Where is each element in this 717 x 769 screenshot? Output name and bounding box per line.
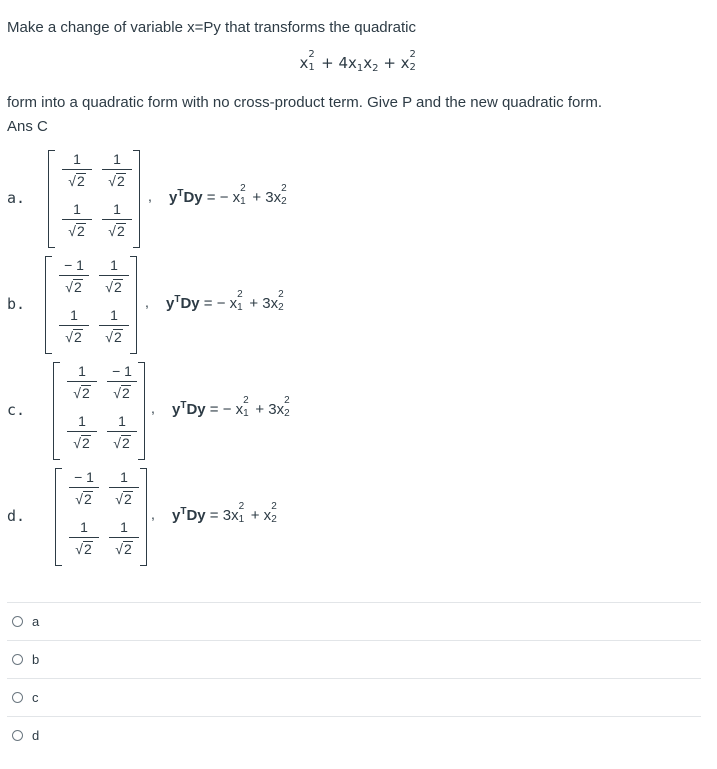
radicand: 2 — [81, 385, 90, 401]
sqrt-icon: √2 — [113, 435, 130, 451]
sqrt-icon: √2 — [115, 491, 132, 507]
q-y: y — [169, 189, 178, 206]
cell-denominator — [67, 539, 101, 559]
choice-label: a — [32, 613, 40, 629]
radio-button[interactable] — [12, 654, 23, 665]
cell-numerator: − 1 — [74, 469, 94, 485]
radicand: 2 — [83, 491, 92, 507]
sqrt-icon: √2 — [65, 279, 82, 295]
cell-numerator: 1 — [73, 201, 81, 217]
matrix-cell — [97, 256, 131, 297]
radicand: 2 — [123, 491, 132, 507]
q-transpose: T — [174, 294, 181, 305]
matrix-P — [53, 362, 145, 460]
radicand: 2 — [123, 541, 132, 557]
fraction-bar — [109, 537, 139, 538]
sqrt-icon: √2 — [105, 279, 122, 295]
q-term1-indices — [237, 289, 245, 314]
fraction-bar — [99, 325, 129, 326]
q-term1-indices — [240, 183, 248, 208]
cell-denominator — [60, 221, 94, 241]
option-letter: d. — [7, 507, 26, 525]
radicand: 2 — [121, 435, 130, 451]
cell-denominator — [67, 489, 101, 509]
q-y: y — [172, 401, 181, 418]
cell-numerator: 1 — [80, 519, 88, 535]
cell-denominator — [97, 327, 131, 347]
cell-numerator: 1 — [120, 519, 128, 535]
fraction-bar — [102, 169, 132, 170]
fraction-bar — [99, 275, 129, 276]
q-term2-indices — [278, 289, 286, 314]
matrix-cell — [97, 306, 131, 347]
sqrt-icon: √2 — [75, 491, 92, 507]
matrix-cell — [67, 518, 101, 559]
radio-button[interactable] — [12, 616, 23, 627]
q-rhs-term2: + 3x — [248, 189, 282, 206]
q-sub-1: 1 — [243, 408, 249, 419]
cell-denominator — [100, 171, 134, 191]
q-rhs-term2: + 3x — [245, 295, 279, 312]
sqrt-icon: √2 — [68, 223, 85, 239]
radicand: 2 — [76, 223, 85, 239]
eq-exp-2: 2 — [409, 49, 416, 60]
option-letter: b. — [7, 295, 26, 313]
cell-numerator: − 1 — [112, 363, 132, 379]
left-bracket — [45, 256, 52, 354]
q-sub-2: 2 — [281, 196, 287, 207]
q-sub-1: 1 — [237, 302, 243, 313]
fraction-bar — [59, 275, 89, 276]
q-sub-2: 2 — [271, 514, 277, 525]
option-letter: c. — [7, 401, 26, 419]
radicand: 2 — [116, 173, 125, 189]
q-transpose: T — [180, 400, 187, 411]
divider — [7, 602, 701, 603]
radicand: 2 — [116, 223, 125, 239]
choice-label: d — [32, 727, 40, 743]
new-quadratic-form — [172, 395, 292, 420]
separator-comma: , — [148, 188, 152, 204]
matrix-cell — [100, 150, 134, 191]
matrix-cell — [105, 412, 139, 453]
q-term1-indices — [238, 501, 247, 526]
divider — [7, 640, 701, 641]
q-transpose: T — [177, 188, 184, 199]
q-term2-indices — [271, 501, 279, 526]
q-rhs-term1: = − x — [202, 189, 241, 206]
q-sub-1: 1 — [238, 514, 245, 525]
right-bracket — [133, 150, 140, 248]
eq-sub-2: 2 — [409, 62, 416, 73]
cell-denominator — [57, 327, 91, 347]
radicand: 2 — [83, 541, 92, 557]
q-rhs-term2: + x — [246, 507, 272, 524]
q-sub-2: 2 — [284, 408, 290, 419]
new-quadratic-form — [172, 501, 279, 526]
divider — [7, 716, 701, 717]
fraction-bar — [107, 431, 137, 432]
question-line-1: Make a change of variable x=Py that transforms the quadratic — [7, 19, 416, 36]
fraction-bar — [59, 325, 89, 326]
fraction-bar — [67, 431, 97, 432]
cell-denominator — [105, 433, 139, 453]
eq-exp-1: 2 — [308, 49, 315, 60]
q-rhs-term2: + 3x — [251, 401, 285, 418]
choice-b[interactable] — [12, 649, 39, 669]
matrix-cell — [67, 468, 101, 509]
matrix-cell — [107, 468, 141, 509]
radicand: 2 — [113, 329, 122, 345]
fraction-bar — [109, 487, 139, 488]
matrix-P — [45, 256, 137, 354]
cell-numerator: 1 — [110, 307, 118, 323]
radicand: 2 — [73, 329, 82, 345]
radicand: 2 — [121, 385, 130, 401]
sqrt-icon: √2 — [108, 223, 125, 239]
cell-denominator — [65, 383, 99, 403]
sqrt-icon: √2 — [68, 173, 85, 189]
matrix-cell — [100, 200, 134, 241]
radicand: 2 — [113, 279, 122, 295]
q-term1-indices — [243, 395, 251, 420]
left-bracket — [53, 362, 60, 460]
separator-comma: , — [151, 506, 155, 522]
choice-label: c — [32, 689, 39, 705]
matrix-cell — [65, 412, 99, 453]
cell-numerator: 1 — [113, 151, 121, 167]
q-sub-1: 1 — [240, 196, 246, 207]
q-exp-2: 2 — [271, 501, 277, 512]
right-bracket — [140, 468, 147, 566]
cell-denominator — [107, 539, 141, 559]
option-letter: a. — [7, 189, 26, 207]
sqrt-icon: √2 — [65, 329, 82, 345]
new-quadratic-form — [169, 183, 289, 208]
cell-denominator — [105, 383, 139, 403]
cell-denominator — [97, 277, 131, 297]
question-line-2: form into a quadratic form with no cross-product term. Give P and the new quadratic form. — [7, 94, 602, 111]
cell-numerator: 1 — [118, 413, 126, 429]
radicand: 2 — [81, 435, 90, 451]
matrix-cell — [65, 362, 99, 403]
cell-denominator — [60, 171, 94, 191]
q-Dy: Dy — [183, 189, 203, 206]
matrix-cell — [60, 150, 94, 191]
eq-x2-indices — [409, 49, 418, 74]
q-rhs-term1: = 3x — [205, 507, 239, 524]
eq-x2: + x — [383, 54, 410, 72]
matrix-cell — [57, 306, 91, 347]
choice-label: b — [32, 651, 40, 667]
cell-denominator — [107, 489, 141, 509]
radicand: 2 — [73, 279, 82, 295]
matrix-cell — [60, 200, 94, 241]
quadratic-equation — [0, 49, 717, 74]
radio-button[interactable] — [12, 692, 23, 703]
eq-cross-sub-2: 2 — [372, 63, 379, 74]
divider — [7, 678, 701, 679]
sqrt-icon: √2 — [115, 541, 132, 557]
radio-button[interactable] — [12, 730, 23, 741]
matrix-P — [48, 150, 140, 248]
q-y: y — [172, 507, 181, 524]
cell-denominator — [100, 221, 134, 241]
cell-numerator: 1 — [120, 469, 128, 485]
choice-a[interactable] — [12, 611, 39, 631]
q-exp-2: 2 — [281, 183, 287, 194]
sqrt-icon: √2 — [113, 385, 130, 401]
fraction-bar — [107, 381, 137, 382]
q-exp-1: 2 — [237, 289, 243, 300]
matrix-P — [55, 468, 147, 566]
choice-d[interactable] — [12, 725, 39, 745]
fraction-bar — [67, 381, 97, 382]
eq-x1: x — [299, 54, 309, 72]
choice-c[interactable] — [12, 687, 39, 707]
eq-cross-sub-1: 1 — [356, 63, 364, 74]
eq-x1-indices — [308, 49, 316, 74]
q-exp-1: 2 — [243, 395, 249, 406]
cell-numerator: 1 — [70, 307, 78, 323]
left-bracket — [48, 150, 55, 248]
q-Dy: Dy — [186, 401, 206, 418]
cell-numerator: − 1 — [64, 257, 84, 273]
q-exp-1: 2 — [238, 501, 245, 512]
left-bracket — [55, 468, 62, 566]
q-exp-1: 2 — [240, 183, 246, 194]
cell-numerator: 1 — [78, 413, 86, 429]
matrix-cell — [105, 362, 139, 403]
new-quadratic-form — [166, 289, 286, 314]
q-term2-indices — [281, 183, 289, 208]
sqrt-icon: √2 — [108, 173, 125, 189]
right-bracket — [130, 256, 137, 354]
q-Dy: Dy — [180, 295, 200, 312]
right-bracket — [138, 362, 145, 460]
cell-numerator: 1 — [113, 201, 121, 217]
sqrt-icon: √2 — [105, 329, 122, 345]
fraction-bar — [62, 219, 92, 220]
q-rhs-term1: = − x — [199, 295, 238, 312]
separator-comma: , — [151, 400, 155, 416]
q-rhs-term1: = − x — [205, 401, 244, 418]
q-Dy: Dy — [186, 507, 206, 524]
matrix-cell — [107, 518, 141, 559]
cell-denominator — [65, 433, 99, 453]
q-exp-2: 2 — [284, 395, 290, 406]
q-y: y — [166, 295, 175, 312]
eq-cross-term: + 4x — [321, 54, 357, 72]
fraction-bar — [69, 487, 99, 488]
separator-comma: , — [145, 294, 149, 310]
q-exp-2: 2 — [278, 289, 284, 300]
fraction-bar — [62, 169, 92, 170]
q-transpose: T — [180, 506, 187, 517]
matrix-cell — [57, 256, 91, 297]
fraction-bar — [102, 219, 132, 220]
answer-hint: Ans C — [7, 118, 48, 135]
cell-numerator: 1 — [78, 363, 86, 379]
sqrt-icon: √2 — [75, 541, 92, 557]
eq-sub-1: 1 — [308, 62, 315, 73]
q-term2-indices — [284, 395, 292, 420]
fraction-bar — [69, 537, 99, 538]
radicand: 2 — [76, 173, 85, 189]
cell-denominator — [57, 277, 91, 297]
sqrt-icon: √2 — [73, 435, 90, 451]
cell-numerator: 1 — [110, 257, 118, 273]
sqrt-icon: √2 — [73, 385, 90, 401]
eq-x-cross: x — [363, 54, 373, 72]
q-sub-2: 2 — [278, 302, 284, 313]
cell-numerator: 1 — [73, 151, 81, 167]
